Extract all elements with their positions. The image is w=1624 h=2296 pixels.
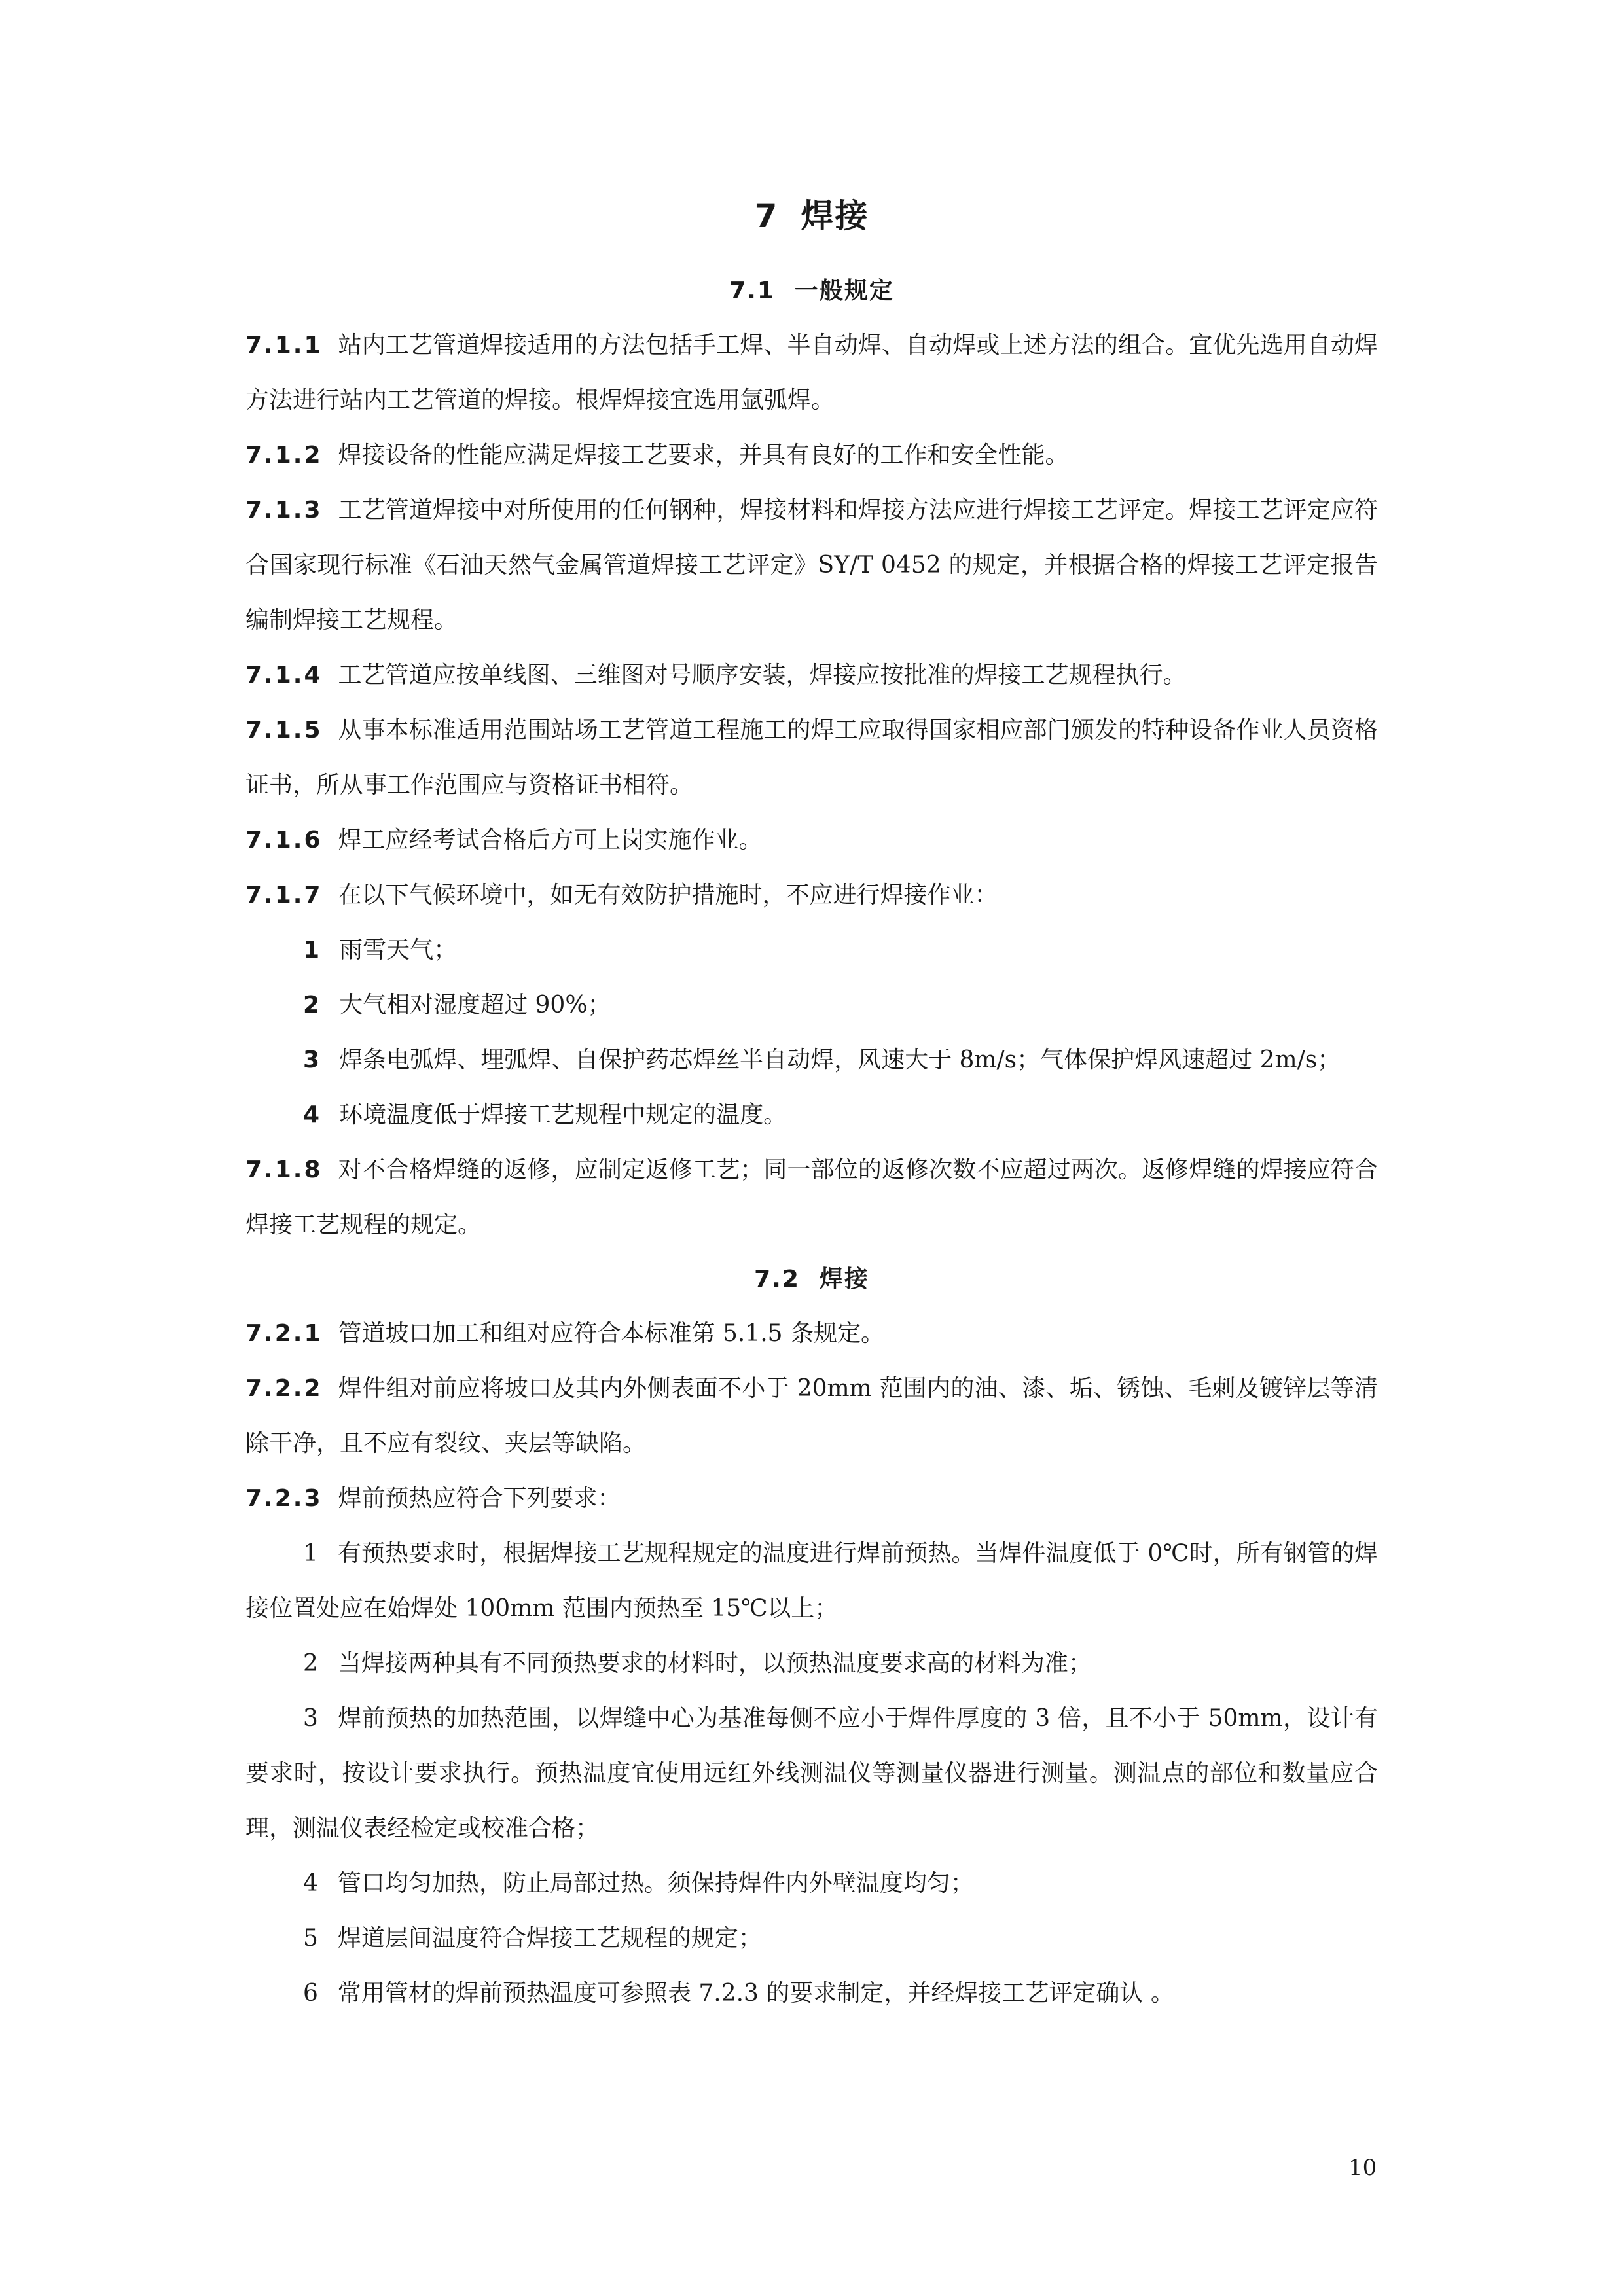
item-number: 6: [303, 1980, 318, 2007]
section-number: 7.1: [729, 278, 775, 304]
list-item: [245, 1636, 1378, 1691]
list-item: [245, 1526, 1378, 1636]
list-item: [245, 1966, 1378, 2021]
item-text: 常用管材的焊前预热温度可参照表 7.2.3 的要求制定，并经焊接工艺评定确认 。: [337, 1980, 1174, 2007]
clause-7-1-6: [245, 813, 1378, 868]
clause-text: 对不合格焊缝的返修，应制定返修工艺；同一部位的返修次数不应超过两次。返修焊缝的焊接应符合焊接工艺规程的规定。: [245, 1157, 1378, 1238]
item-text: 焊道层间温度符合焊接工艺规程的规定；: [337, 1925, 762, 1952]
item-text: 焊前预热的加热范围，以焊缝中心为基准每侧不应小于焊件厚度的 3 倍，且不小于 50mm，设计有要求时，按设计要求执行。预热温度宜使用远红外线测温仪等测量仪器进行测量。测温点的部位和数量应合理，测温仪表经检定或校准合格；: [245, 1705, 1378, 1842]
section-title-text: 一般规定: [794, 278, 894, 304]
clause-number: 7.1.8: [245, 1157, 323, 1183]
item-number: 2: [303, 992, 320, 1018]
chapter-title: [245, 190, 1378, 242]
clause-number: 7.1.5: [245, 717, 323, 744]
document-page: [245, 190, 1378, 2021]
clause-7-2-3: [245, 1471, 1378, 1526]
section-title-7-2: [245, 1253, 1378, 1306]
clause-text: 工艺管道焊接中对所使用的任何钢种，焊接材料和焊接方法应进行焊接工艺评定。焊接工艺评定应符合国家现行标准《石油天然气金属管道焊接工艺评定》SY/T 0452 的规定，并根据合格的焊接工艺评定报告编制焊接工艺规程。: [245, 497, 1378, 634]
item-text: 有预热要求时，根据焊接工艺规程规定的温度进行焊前预热。当焊件温度低于 0℃时，所有钢管的焊接位置处应在始焊处 100mm 范围内预热至 15℃以上；: [245, 1540, 1378, 1622]
item-number: 4: [303, 1870, 318, 1897]
item-number: 4: [303, 1102, 320, 1128]
clause-number: 7.1.1: [245, 332, 323, 359]
list-item: [245, 1088, 1378, 1143]
clause-text: 工艺管道应按单线图、三维图对号顺序安装，焊接应按批准的焊接工艺规程执行。: [338, 662, 1187, 689]
item-text: 焊条电弧焊、埋弧焊、自保护药芯焊丝半自动焊，风速大于 8m/s；气体保护焊风速超过 2m/s；: [339, 1047, 1341, 1073]
chapter-number: 7: [754, 197, 779, 235]
list-item: [245, 1033, 1378, 1088]
item-number: 5: [303, 1925, 318, 1952]
list-item: [245, 923, 1378, 978]
section-title-text: 焊接: [819, 1266, 869, 1293]
clause-number: 7.2.1: [245, 1320, 323, 1347]
item-text: 当焊接两种具有不同预热要求的材料时，以预热温度要求高的材料为准；: [337, 1650, 1092, 1677]
item-number: 1: [303, 937, 320, 963]
clause-text: 从事本标准适用范围站场工艺管道工程施工的焊工应取得国家相应部门颁发的特种设备作业人员资格证书，所从事工作范围应与资格证书相符。: [245, 717, 1378, 798]
item-number: 2: [303, 1650, 318, 1677]
item-number: 3: [303, 1705, 318, 1732]
list-item: [245, 1856, 1378, 1911]
clause-text: 管道坡口加工和组对应符合本标准第 5.1.5 条规定。: [338, 1320, 884, 1347]
clause-text: 焊前预热应符合下列要求：: [338, 1485, 621, 1512]
item-text: 环境温度低于焊接工艺规程中规定的温度。: [339, 1102, 787, 1128]
clause-7-2-2: [245, 1361, 1378, 1471]
item-number: 1: [303, 1540, 318, 1567]
clause-number: 7.2.2: [245, 1375, 323, 1402]
clause-number: 7.1.6: [245, 827, 323, 853]
clause-number: 7.1.7: [245, 882, 323, 908]
clause-7-1-4: [245, 648, 1378, 703]
clause-text: 焊件组对前应将坡口及其内外侧表面不小于 20mm 范围内的油、漆、垢、锈蚀、毛刺及镀锌层等清除干净，且不应有裂纹、夹层等缺陷。: [245, 1375, 1378, 1457]
clause-text: 站内工艺管道焊接适用的方法包括手工焊、半自动焊、自动焊或上述方法的组合。宜优先选用自动焊方法进行站内工艺管道的焊接。根焊焊接宜选用氩弧焊。: [245, 332, 1378, 414]
clause-7-1-2: [245, 428, 1378, 483]
item-number: 3: [303, 1047, 320, 1073]
section-title-7-1: [245, 264, 1378, 318]
clause-number: 7.1.4: [245, 662, 323, 689]
item-text: 大气相对湿度超过 90%；: [339, 992, 611, 1018]
item-text: 雨雪天气；: [339, 937, 458, 963]
clause-7-1-1: [245, 318, 1378, 428]
clause-7-1-7: [245, 868, 1378, 923]
clause-7-2-1: [245, 1306, 1378, 1361]
list-item: [245, 1691, 1378, 1856]
clause-7-1-8: [245, 1143, 1378, 1253]
list-item: [245, 1911, 1378, 1966]
clause-text: 焊工应经考试合格后方可上岗实施作业。: [338, 827, 763, 853]
clause-7-1-5: [245, 703, 1378, 813]
clause-7-1-3: [245, 483, 1378, 648]
page-number: 10: [1348, 2155, 1377, 2181]
list-item: [245, 978, 1378, 1033]
item-text: 管口均匀加热，防止局部过热。须保持焊件内外壁温度均匀；: [337, 1870, 974, 1897]
clause-number: 7.2.3: [245, 1485, 323, 1512]
chapter-title-text: 焊接: [801, 197, 869, 235]
clause-text: 在以下气候环境中，如无有效防护措施时，不应进行焊接作业：: [338, 882, 998, 908]
section-number: 7.2: [754, 1266, 800, 1293]
clause-number: 7.1.3: [245, 497, 323, 524]
clause-text: 焊接设备的性能应满足焊接工艺要求，并具有良好的工作和安全性能。: [338, 442, 1069, 469]
clause-number: 7.1.2: [245, 442, 323, 469]
